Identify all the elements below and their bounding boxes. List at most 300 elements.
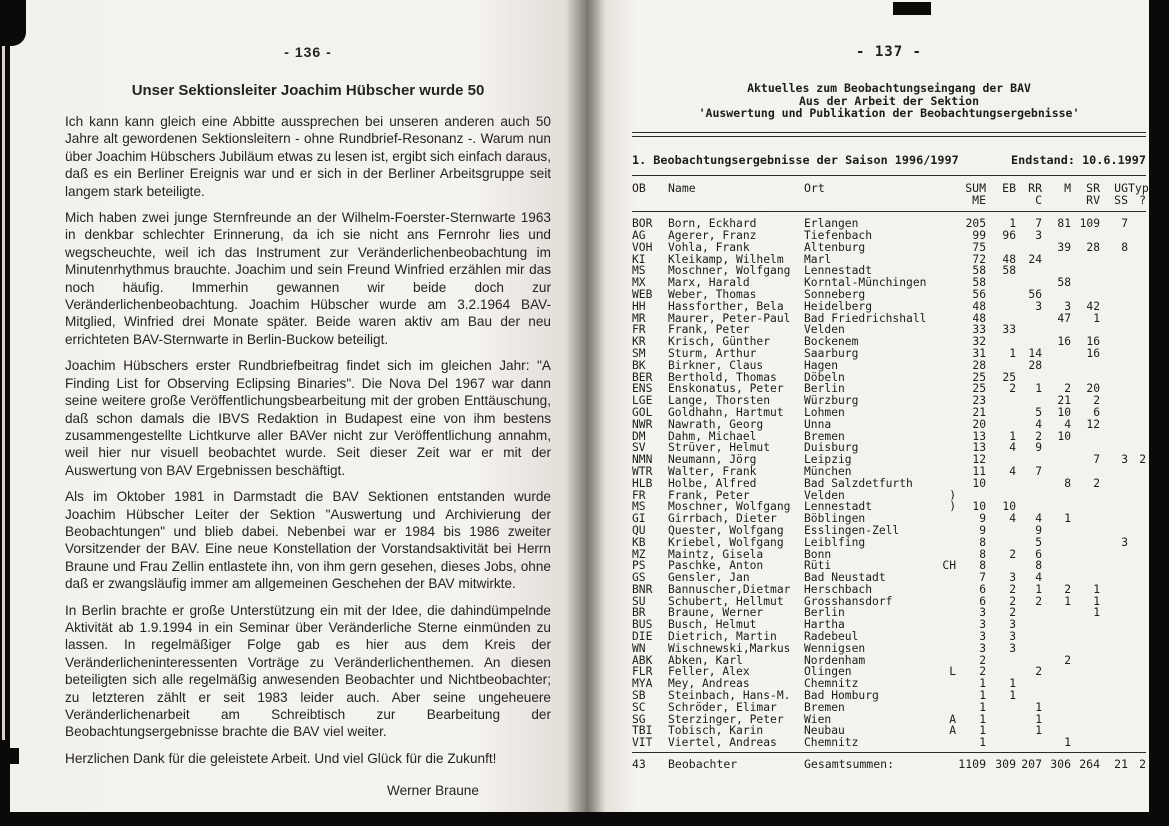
cell-ort: Radebeul [804, 630, 859, 644]
cell-ob: FLR [632, 665, 653, 679]
cell-ob: NWR [632, 417, 653, 431]
cell-ort: Würzburg [804, 394, 859, 408]
cell-sum: 13 [972, 441, 986, 455]
cell-ug [1100, 560, 1128, 572]
cell-rrc: 1 [1035, 712, 1042, 726]
cell-sum: 2 [979, 653, 986, 667]
cell-name: Tobisch, Karin [668, 724, 764, 738]
cell-sum: 3 [979, 630, 986, 644]
cell-ug [1100, 596, 1128, 608]
cell-name: Gensler, Jan [668, 571, 750, 585]
cell-name: Hassforther, Bela [668, 299, 784, 313]
cell-typ [1128, 714, 1146, 726]
cell-ob: SC [632, 700, 646, 714]
cell-rrc: 3 [1035, 299, 1042, 313]
cell-sr: 1 [1093, 606, 1100, 620]
cell-ob: SG [632, 712, 646, 726]
cell-typ [1128, 277, 1146, 289]
totals-eb: 309 [995, 757, 1016, 772]
cell-ort: Bremen [804, 700, 845, 714]
cell-ug [1100, 513, 1128, 525]
cell-sr: 6 [1093, 405, 1100, 419]
cell-sum: 7 [979, 571, 986, 585]
cell-flag [930, 442, 956, 454]
cell-name: Agerer, Franz [668, 228, 757, 242]
cell-ob: WN [632, 641, 646, 655]
cell-flag [930, 643, 956, 655]
cell-ob: KI [632, 252, 646, 266]
cell-m [1042, 442, 1071, 454]
cell-flag [930, 678, 956, 690]
cell-eb [986, 655, 1016, 667]
cell-ort: Esslingen-Zell [804, 523, 900, 537]
scan-edge-sliver [2, 40, 5, 740]
cell-typ [1128, 666, 1146, 678]
cell-sr [1071, 360, 1100, 372]
cell-rrc [1016, 242, 1042, 254]
cell-ug [1100, 655, 1128, 667]
cell-sum: 6 [979, 582, 986, 596]
cell-sr [1071, 666, 1100, 678]
cell-sum: 3 [979, 606, 986, 620]
cell-rrc [1016, 737, 1042, 749]
colhead-ob: OB [632, 180, 646, 195]
cell-ug [1100, 666, 1128, 678]
cell-name: Maintz, Gisela [668, 547, 764, 561]
cell-eb [986, 242, 1016, 254]
cell-ob: BOR [632, 217, 653, 231]
colhead-sr: RV [1086, 192, 1100, 207]
cell-flag [930, 596, 956, 608]
cell-m [1042, 714, 1071, 726]
cell-ob: FR [632, 488, 646, 502]
cell-sum: 1 [979, 689, 986, 703]
cell-typ [1128, 265, 1146, 277]
cell-m [1042, 348, 1071, 360]
cell-rrc: 1 [1035, 582, 1042, 596]
cell-sr: 2 [1093, 394, 1100, 408]
table-row [632, 478, 1146, 490]
cell-ug [1100, 572, 1128, 584]
cell-sum: 48 [972, 311, 986, 325]
cell-name: Lange, Thorsten [668, 394, 771, 408]
cell-flag: ) [949, 488, 956, 502]
cell-sr: 1 [1093, 594, 1100, 608]
cell-eb: 58 [1002, 264, 1016, 278]
table-row [632, 407, 1146, 419]
cell-m: 4 [1064, 417, 1071, 431]
cell-flag [930, 324, 956, 336]
cell-ug [1100, 348, 1128, 360]
cell-ort: Döbeln [804, 370, 845, 384]
cell-sr [1071, 466, 1100, 478]
cell-m [1042, 643, 1071, 655]
cell-eb: 33 [1002, 323, 1016, 337]
cell-rrc [1016, 619, 1042, 631]
cell-name: Paschke, Anton [668, 559, 764, 573]
cell-sum: 21 [972, 405, 986, 419]
cell-ob: BUS [632, 618, 653, 632]
cell-m [1042, 690, 1071, 702]
cell-sum: 13 [972, 429, 986, 443]
cell-eb [986, 360, 1016, 372]
cell-eb [986, 407, 1016, 419]
cell-rrc: 2 [1035, 665, 1042, 679]
cell-ort: Leiblfing [804, 535, 866, 549]
cell-flag [930, 537, 956, 549]
cell-typ [1128, 572, 1146, 584]
page-number-right: - 137 - [855, 44, 922, 60]
table-row [632, 289, 1146, 301]
cell-sr [1071, 277, 1100, 289]
cell-ug [1100, 631, 1128, 643]
colhead-ob [632, 194, 668, 206]
cell-ug [1100, 725, 1128, 737]
header-line: Aus der Arbeit der Sektion [798, 93, 979, 108]
cell-rrc: 2 [1035, 594, 1042, 608]
totals-rrc: 207 [1021, 757, 1042, 772]
cell-ob: VIT [632, 736, 653, 750]
right-page [586, 0, 1149, 812]
cell-name: Frank, Peter [668, 323, 750, 337]
page-number-left: - 136 - [284, 44, 332, 60]
cell-ug [1100, 714, 1128, 726]
cell-sr [1071, 513, 1100, 525]
cell-sr [1071, 702, 1100, 714]
cell-sr [1071, 678, 1100, 690]
cell-ob: KR [632, 335, 646, 349]
totals-typ: 2 [1139, 757, 1146, 772]
cell-ug [1100, 619, 1128, 631]
cell-ug [1100, 419, 1128, 431]
cell-m [1042, 560, 1071, 572]
cell-rrc: 2 [1035, 429, 1042, 443]
cell-sum: 28 [972, 358, 986, 372]
cell-typ [1128, 383, 1146, 395]
cell-flag [930, 737, 956, 749]
cell-typ [1128, 466, 1146, 478]
cell-ug [1100, 478, 1128, 490]
cell-name: Maurer, Peter-Paul [668, 311, 791, 325]
cell-typ [1128, 348, 1146, 360]
cell-sr [1071, 690, 1100, 702]
cell-m: 1 [1064, 594, 1071, 608]
cell-name: Braune, Werner [668, 606, 764, 620]
cell-typ [1128, 336, 1146, 348]
cell-ort: Berlin [804, 606, 845, 620]
table-row [632, 525, 1146, 537]
cell-flag [930, 289, 956, 301]
cell-m: 58 [1057, 276, 1071, 290]
cell-sum: 2 [979, 665, 986, 679]
cell-ort: Altenburg [804, 240, 866, 254]
cell-ug [1100, 254, 1128, 266]
cell-sum: 9 [979, 512, 986, 526]
cell-ort: München [804, 464, 852, 478]
table-row [632, 537, 1146, 549]
scan-blob [10, 748, 19, 764]
cell-eb [986, 289, 1016, 301]
cell-ug [1100, 678, 1128, 690]
cell-ob: NMN [632, 453, 653, 467]
cell-m [1042, 289, 1071, 301]
cell-ug [1100, 584, 1128, 596]
cell-sum: 1 [979, 712, 986, 726]
cell-name: Born, Eckhard [668, 217, 757, 231]
cell-m [1042, 666, 1071, 678]
colhead-name: Name [668, 180, 696, 195]
cell-eb: 4 [1009, 441, 1016, 455]
cell-flag [930, 277, 956, 289]
cell-ob: QU [632, 523, 646, 537]
cell-typ [1128, 301, 1146, 313]
cell-ort: Bockenem [804, 335, 859, 349]
scan-edge-bottom [0, 812, 1169, 826]
cell-sr [1071, 289, 1100, 301]
cell-sr: 1 [1093, 311, 1100, 325]
cell-rrc: 7 [1035, 464, 1042, 478]
cell-typ [1128, 218, 1146, 230]
cell-sum: 10 [972, 476, 986, 490]
left-page [10, 0, 586, 812]
cell-ob: MS [632, 500, 646, 514]
cell-sum: 31 [972, 346, 986, 360]
cell-m [1042, 525, 1071, 537]
cell-ort: Bad Neustadt [804, 571, 886, 585]
colhead-ug: SS [1114, 192, 1128, 207]
cell-ort: Grosshansdorf [804, 594, 893, 608]
cell-m: 8 [1064, 476, 1071, 490]
cell-m [1042, 254, 1071, 266]
cell-eb: 1 [1009, 346, 1016, 360]
cell-typ [1128, 643, 1146, 655]
cell-sr [1071, 643, 1100, 655]
cell-ob: BK [632, 358, 646, 372]
colhead-name [668, 194, 804, 206]
cell-name: Kriebel, Wolfgang [668, 535, 784, 549]
table-row [632, 242, 1146, 254]
cell-m: 2 [1064, 382, 1071, 396]
cell-ob: MS [632, 264, 646, 278]
cell-rrc: 8 [1035, 559, 1042, 573]
cell-name: Quester, Wolfgang [668, 523, 784, 537]
cell-eb: 48 [1002, 252, 1016, 266]
cell-ort: Tiefenbach [804, 228, 873, 242]
cell-m: 1 [1064, 736, 1071, 750]
cell-m: 2 [1064, 582, 1071, 596]
colhead-rrc: C [1035, 192, 1042, 207]
cell-sr: 16 [1086, 346, 1100, 360]
cell-eb: 3 [1009, 641, 1016, 655]
cell-ort: Neubau [804, 724, 845, 738]
cell-ort: Bremen [804, 429, 845, 443]
cell-m: 10 [1057, 405, 1071, 419]
cell-typ [1128, 584, 1146, 596]
cell-ob: SU [632, 594, 646, 608]
cell-ug [1100, 690, 1128, 702]
colhead-m: M [1064, 180, 1071, 195]
cell-typ [1128, 631, 1146, 643]
cell-eb: 2 [1009, 582, 1016, 596]
cell-flag [930, 218, 956, 230]
cell-ob: DIE [632, 630, 653, 644]
cell-ort: Rüti [804, 559, 832, 573]
cell-ort: Bad Homburg [804, 689, 879, 703]
totals-label: Beobachter [668, 757, 738, 772]
cell-sr [1071, 714, 1100, 726]
cell-sr: 12 [1086, 417, 1100, 431]
cell-m: 10 [1057, 429, 1071, 443]
colhead-flag [930, 182, 956, 194]
cell-sum: 1 [979, 736, 986, 750]
cell-ob: PS [632, 559, 646, 573]
cell-eb [986, 395, 1016, 407]
cell-ob: VOH [632, 240, 653, 254]
cell-ob: SB [632, 689, 646, 703]
cell-sum: 72 [972, 252, 986, 266]
cell-ort: Berlin [804, 382, 845, 396]
cell-sum: 58 [972, 276, 986, 290]
cell-typ [1128, 619, 1146, 631]
colhead-sum: SUM [965, 180, 986, 195]
cell-m [1042, 607, 1071, 619]
article-title: Unser Sektionsleiter Joachim Hübscher wurde 50 [131, 82, 485, 99]
cell-ug [1100, 702, 1128, 714]
totals-count: 43 [632, 757, 646, 772]
cell-sum: 205 [965, 217, 986, 231]
header-line: 'Auswertung und Publikation der Beobachtungsergebnisse' [698, 106, 1080, 121]
cell-name: Vohla, Frank [668, 240, 750, 254]
cell-flag: ) [949, 500, 956, 514]
cell-eb: 10 [1002, 500, 1016, 514]
cell-typ [1128, 501, 1146, 513]
table-row [632, 643, 1146, 655]
table-title: 1. Beobachtungsergebnisse der Saison 1996/1997 [632, 152, 959, 167]
cell-ort: Nordenham [804, 653, 866, 667]
cell-ort: Velden [804, 323, 845, 337]
cell-name: Moschner, Wolfgang [668, 500, 791, 514]
cell-sum: 33 [972, 323, 986, 337]
cell-typ [1128, 360, 1146, 372]
cell-sr [1071, 655, 1100, 667]
header-line: Aktuelles zum Beobachtungseingang der BAV [747, 81, 1031, 95]
cell-sr: 7 [1093, 453, 1100, 467]
cell-sum: 6 [979, 594, 986, 608]
cell-ort: Böblingen [804, 512, 866, 526]
cell-ug [1100, 431, 1128, 443]
cell-typ [1128, 549, 1146, 561]
cell-rrc: 5 [1035, 535, 1042, 549]
cell-flag [930, 702, 956, 714]
colhead-flag [930, 194, 956, 206]
cell-eb: 4 [1009, 512, 1016, 526]
colhead-ort: Ort [804, 180, 825, 195]
cell-ob: KB [632, 535, 646, 549]
cell-ug: 3 [1121, 453, 1128, 467]
cell-flag [930, 313, 956, 325]
cell-ob: SM [632, 346, 646, 360]
cell-eb [986, 537, 1016, 549]
cell-flag [930, 360, 956, 372]
cell-ug [1100, 549, 1128, 561]
cell-sr [1071, 501, 1100, 513]
table-row [632, 737, 1146, 749]
cell-m [1042, 549, 1071, 561]
cell-typ [1128, 560, 1146, 572]
cell-flag [930, 572, 956, 584]
cell-typ: 2 [1139, 453, 1146, 467]
cell-flag [930, 513, 956, 525]
cell-sr [1071, 254, 1100, 266]
cell-name: Sturm, Arthur [668, 346, 757, 360]
cell-ob: GS [632, 571, 646, 585]
cell-sum: 25 [972, 382, 986, 396]
observer-table [632, 218, 1146, 749]
totals-sum: 1109 [958, 757, 986, 772]
cell-ug [1100, 277, 1128, 289]
cell-ob: FR [632, 323, 646, 337]
cell-m: 39 [1057, 240, 1071, 254]
cell-m: 47 [1057, 311, 1071, 325]
cell-flag [930, 419, 956, 431]
cell-eb: 3 [1009, 571, 1016, 585]
cell-typ [1128, 737, 1146, 749]
cell-sum: 23 [972, 394, 986, 408]
cell-name: Walter, Frank [668, 464, 757, 478]
cell-sum: 1 [979, 677, 986, 691]
cell-sr [1071, 631, 1100, 643]
cell-sum: 48 [972, 299, 986, 313]
cell-rrc [1016, 490, 1042, 502]
cell-eb [986, 737, 1016, 749]
cell-ug [1100, 643, 1128, 655]
cell-ort: Wennigsen [804, 641, 866, 655]
colhead-eb [986, 194, 1016, 206]
cell-ug [1100, 525, 1128, 537]
cell-eb: 96 [1002, 228, 1016, 242]
signature: Werner Braune [387, 783, 479, 799]
cell-name: Kleikamp, Wilhelm [668, 252, 784, 266]
table-row [632, 360, 1146, 372]
cell-rrc: 3 [1035, 228, 1042, 242]
cell-ob: ABK [632, 653, 653, 667]
cell-flag [930, 466, 956, 478]
cell-ug [1100, 490, 1128, 502]
cell-eb: 1 [1009, 677, 1016, 691]
cell-name: Strüver, Helmut [668, 441, 771, 455]
cell-ort: Lennestadt [804, 264, 873, 278]
cell-eb: 3 [1009, 630, 1016, 644]
cell-ob: ENS [632, 382, 653, 396]
cell-ob: SV [632, 441, 646, 455]
cell-sr: 109 [1079, 217, 1100, 231]
cell-typ [1128, 372, 1146, 384]
cell-ug [1100, 289, 1128, 301]
cell-ort: Olingen [804, 665, 852, 679]
cell-rrc [1016, 607, 1042, 619]
cell-sum: 20 [972, 417, 986, 431]
cell-sr: 2 [1093, 476, 1100, 490]
cell-eb: 2 [1009, 547, 1016, 561]
cell-ob: LGE [632, 394, 653, 408]
cell-typ [1128, 596, 1146, 608]
cell-typ [1128, 607, 1146, 619]
cell-ug [1100, 313, 1128, 325]
cell-flag [930, 395, 956, 407]
cell-ort: Herschbach [804, 582, 873, 596]
cell-ug [1100, 395, 1128, 407]
table-row [632, 419, 1146, 431]
